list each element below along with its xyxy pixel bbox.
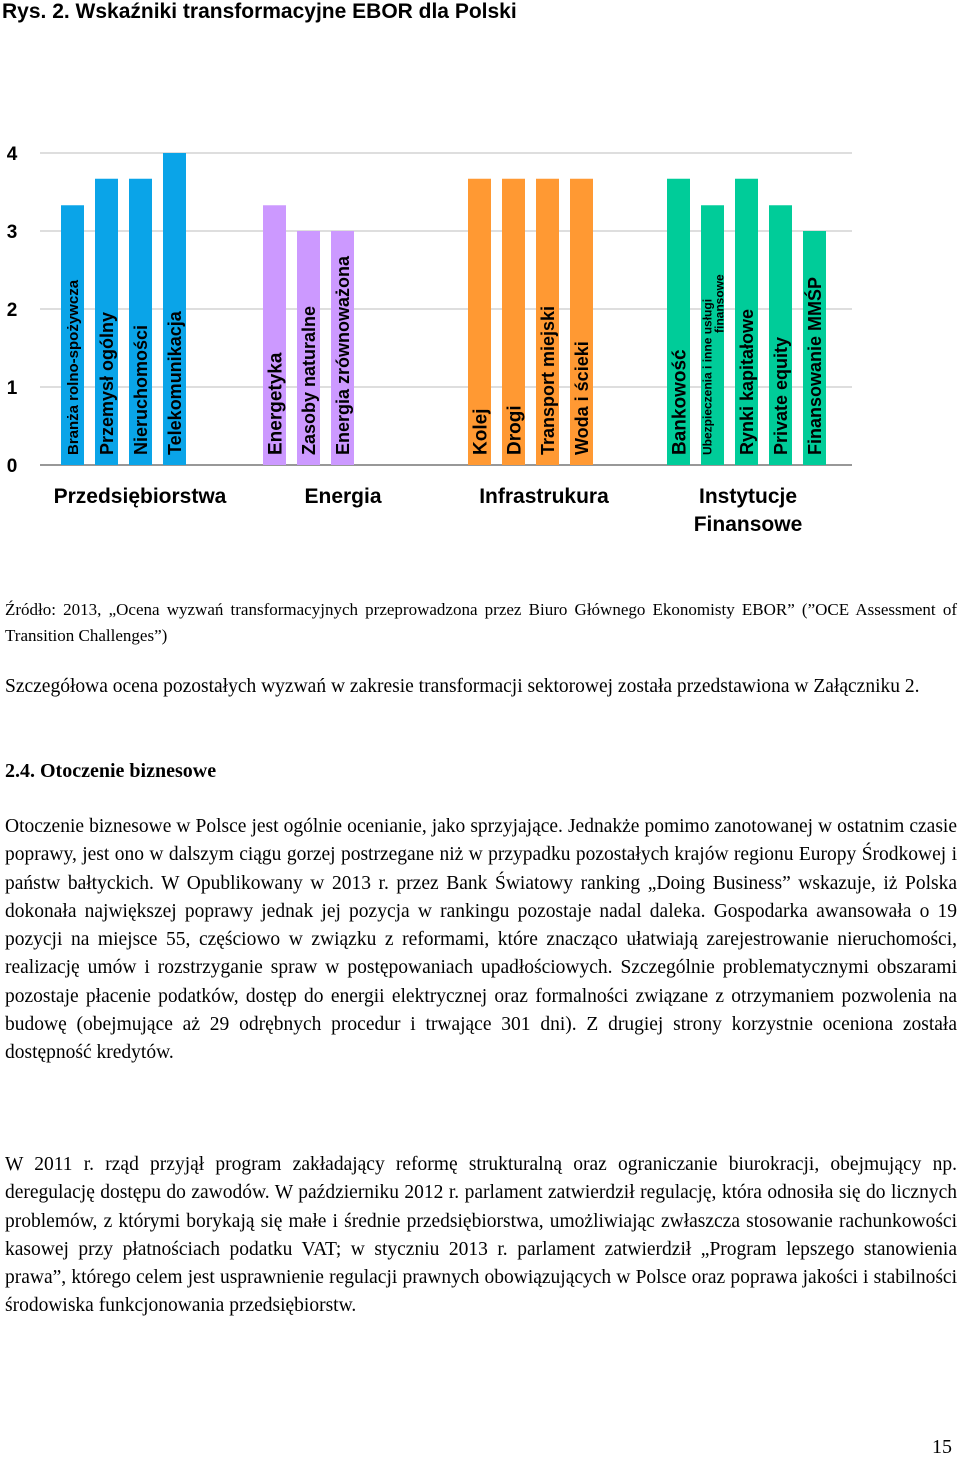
bar-label: Finansowanie MMŚP — [804, 276, 825, 455]
page-number: 15 — [932, 1436, 952, 1458]
bar-label: Woda i ścieki — [571, 341, 592, 455]
bar-label: Energetyka — [265, 352, 287, 455]
y-tick-label: 4 — [6, 144, 18, 165]
gridlines — [40, 153, 852, 465]
group-label: Energia — [304, 485, 382, 508]
bar-label: Transport miejski — [537, 305, 558, 455]
figure-title: Rys. 2. Wskaźniki transformacyjne EBOR dla Polski — [2, 0, 517, 23]
bar-label: Bankowość — [669, 349, 691, 455]
bar-label: Telekomunikacja — [164, 311, 185, 455]
bar-label: Rynki kapitałowe — [736, 308, 757, 455]
group-label: Finansowe — [693, 513, 803, 536]
bar-label: Energia zrównoważona — [332, 255, 353, 455]
bar-label: Private equity — [770, 336, 791, 455]
y-tick-label: 2 — [6, 300, 18, 321]
paragraph-reforms: W 2011 r. rząd przyjął program zakładający reformę strukturalną oraz ograniczanie biurokracji, obejmujący np. deregulację dostępu do zawodów. W październiku 2012 r. parlament zatwierdził regulację, która odnosiła się do licznych problemów, z którymi borykają się małe i średnie przedsiębiorstwa, umożliwiając zwłaszcza stosowanie rachunkowości kasowej przy płatnościach podatku VAT; w styczniu 2013 r. parlament zatwierdził „Program lepszego stanowienia prawa”, którego celem jest usprawnienie regulacji prawnych obowiązujących w Polsce oraz poprawa jakości i stabilności środowiska funkcjonowania przedsiębiorstw. — [5, 1154, 957, 1317]
y-tick-label: 1 — [6, 378, 18, 399]
y-axis-ticks — [7, 144, 18, 477]
y-tick-label: 0 — [6, 456, 18, 477]
paragraph-business-environment: Otoczenie biznesowe w Polsce jest ogólnie ocenianie, jako sprzyjające. Jednakże pomimo zanotowanej w ostatnim czasie poprawy, jest ono w dalszym ciągu gorzej postrzegane niż w przypadku pozostałych krajów regionu Europy Środkowej i państw bałtyckich. W Opublikowany w 2013 r. przez Bank Światowy ranking „Doing Business” wskazuje, iż Polska dokonała największej poprawy jednak jej pozycja w rankingu pozostaje nadal daleka. Gospodarka awansowała o 19 pozycji na miejsce 55, częściowo w związku z reformami, które znacząco ułatwiają zarejestrowanie nieruchomości, realizację umów i rozstrzyganie spraw w postępowaniach upadłościowych. Szczególnie problematycznymi obszarami pozostaje płacenie podatków, dostęp do energii elektrycznej oraz formalności związane z otrzymaniem pozwolenia na budowę (obejmujące aż 29 odrębnych procedur i trwające 301 dni). Z drugiej strony korzystnie oceniona została dostępność kredytów. — [5, 816, 957, 1064]
bar-label: Ubezpieczenia i inne usługi — [700, 298, 715, 455]
paragraph-annex-reference: Szczegółowa ocena pozostałych wyzwań w zakresie transformacji sektorowej została przedstawiona w Załączniku 2. — [5, 676, 920, 697]
bar-label: Branża rolno-spożywcza — [64, 279, 82, 455]
bar-label: Kolej — [470, 408, 492, 455]
bar-label: Przemysł ogólny — [96, 311, 117, 455]
group-label: Infrastrukura — [479, 485, 609, 508]
bar-label: Nieruchomości — [130, 324, 151, 455]
group-labels — [54, 485, 803, 536]
figure-source: Źródło: 2013, „Ocena wyzwań transformacyjnych przeprowadzona przez Biuro Głównego Ekonomisty EBOR” (”OCE Assessment of Transition Challenges”) — [5, 600, 957, 645]
y-tick-label: 3 — [6, 222, 18, 243]
bar-label: finansowe — [712, 274, 727, 333]
section-heading: 2.4. Otoczenie biznesowe — [5, 760, 217, 782]
bar-chart — [0, 120, 960, 550]
bar-label: Zasoby naturalne — [298, 305, 319, 455]
bar-label: Drogi — [504, 405, 526, 455]
group-label: Instytucje — [698, 485, 798, 508]
group-label: Przedsiębiorstwa — [53, 485, 227, 508]
